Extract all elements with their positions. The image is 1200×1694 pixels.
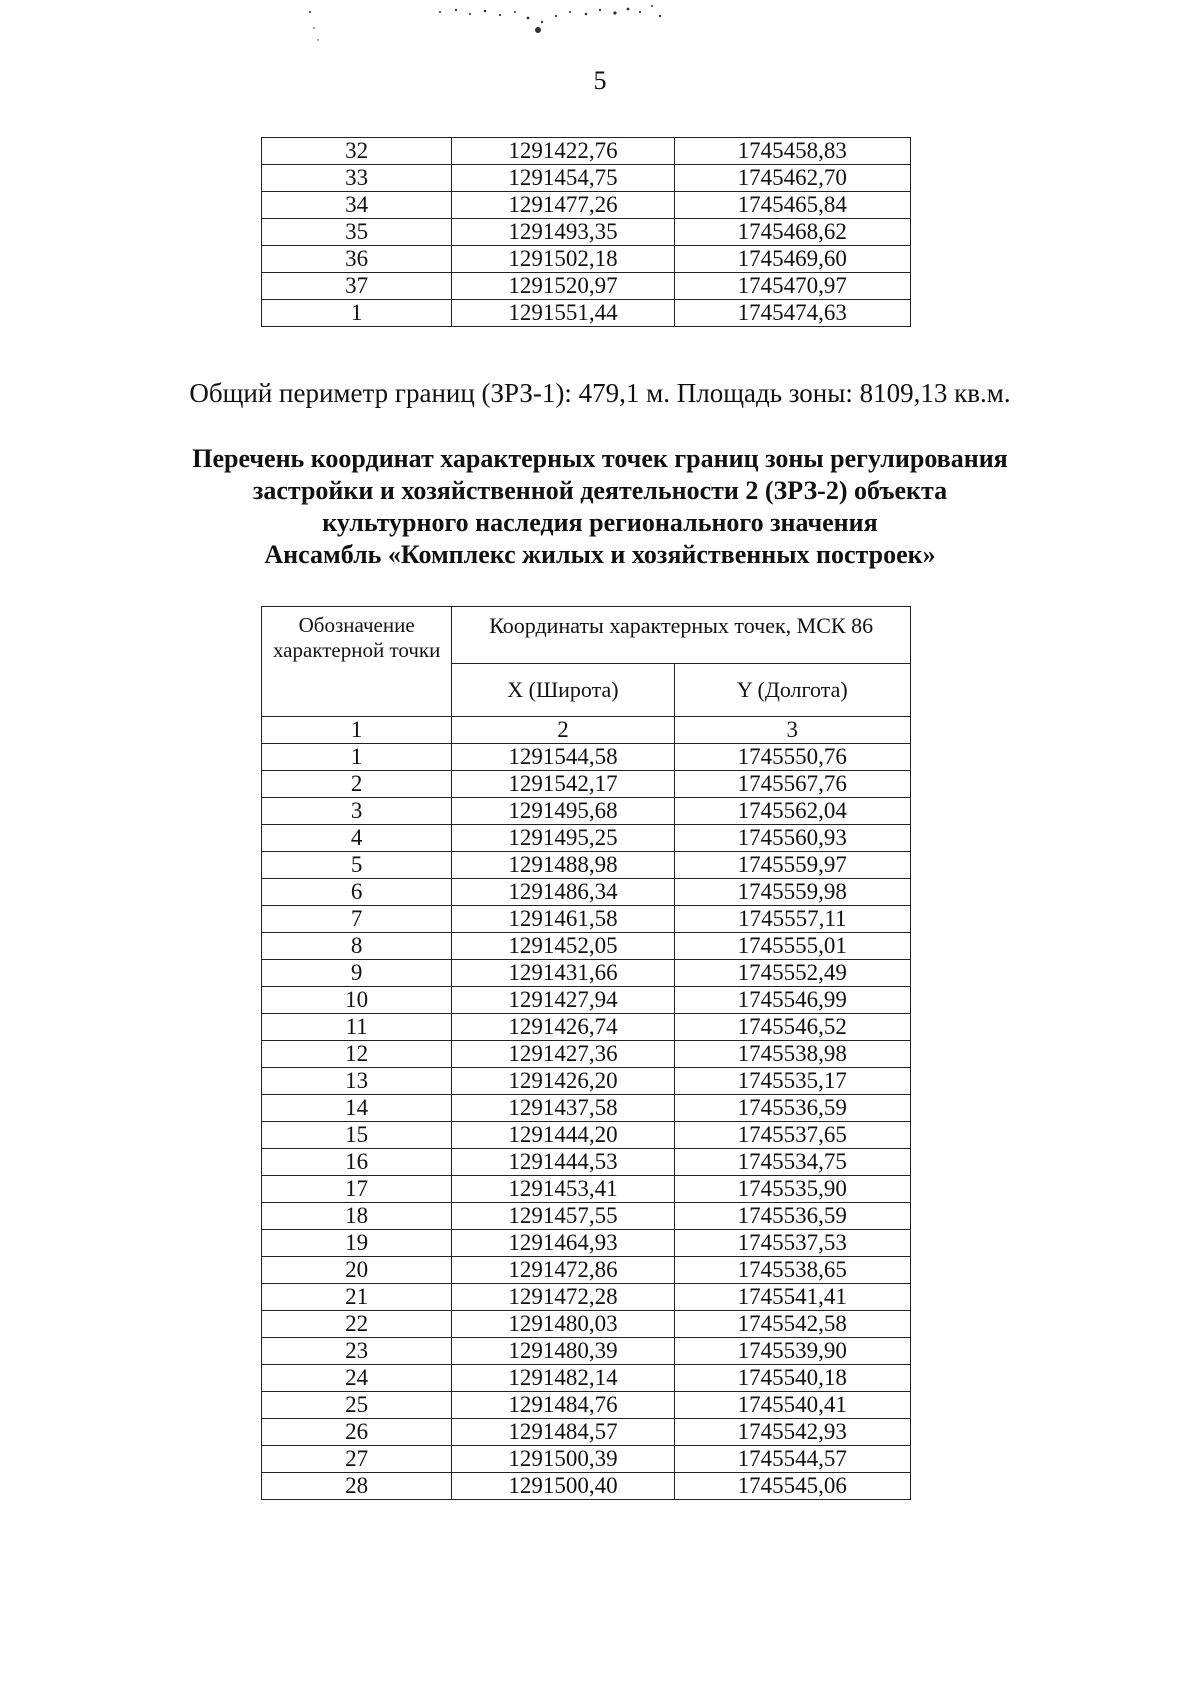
point-number-cell: 6 xyxy=(262,879,452,906)
x-coordinate-cell: 1291500,39 xyxy=(452,1446,674,1473)
column-number: 1 xyxy=(262,717,452,744)
table-row xyxy=(262,987,911,1014)
table-row xyxy=(262,906,911,933)
x-coordinate-cell: 1291437,58 xyxy=(452,1095,674,1122)
point-number-cell: 5 xyxy=(262,852,452,879)
table-row xyxy=(262,1311,911,1338)
point-number-cell: 27 xyxy=(262,1446,452,1473)
table-row xyxy=(262,1284,911,1311)
point-number-cell: 15 xyxy=(262,1122,452,1149)
x-coordinate-cell: 1291461,58 xyxy=(452,906,674,933)
y-coordinate-cell: 1745539,90 xyxy=(674,1338,910,1365)
y-coordinate-cell: 1745537,53 xyxy=(674,1230,910,1257)
x-coordinate-cell: 1291452,05 xyxy=(452,933,674,960)
table-row xyxy=(262,1338,911,1365)
y-coordinate-cell: 1745535,17 xyxy=(674,1068,910,1095)
table-row xyxy=(262,1392,911,1419)
y-coordinate-cell: 1745538,65 xyxy=(674,1257,910,1284)
point-number-cell: 1 xyxy=(262,300,452,327)
table-row xyxy=(262,1095,911,1122)
x-coordinate-cell: 1291426,74 xyxy=(452,1014,674,1041)
table-row xyxy=(262,273,911,300)
y-coordinate-cell: 1745469,60 xyxy=(674,246,910,273)
x-coordinate-cell: 1291500,40 xyxy=(452,1473,674,1500)
table-row xyxy=(262,960,911,987)
table-row xyxy=(262,1014,911,1041)
y-coordinate-cell: 1745567,76 xyxy=(674,771,910,798)
y-coordinate-cell: 1745544,57 xyxy=(674,1446,910,1473)
y-coordinate-cell: 1745546,99 xyxy=(674,987,910,1014)
table-row xyxy=(262,852,911,879)
x-coordinate-cell: 1291502,18 xyxy=(452,246,674,273)
point-number-cell: 7 xyxy=(262,906,452,933)
point-number-cell: 19 xyxy=(262,1230,452,1257)
table-row xyxy=(262,1176,911,1203)
point-number-cell: 10 xyxy=(262,987,452,1014)
table-row xyxy=(262,771,911,798)
table-row xyxy=(262,138,911,165)
coordinates-table-zrz2 xyxy=(261,606,911,1500)
x-coordinate-cell: 1291454,75 xyxy=(452,165,674,192)
table-row xyxy=(262,1041,911,1068)
x-coordinate-cell: 1291444,20 xyxy=(452,1122,674,1149)
header-point-designation: Обозначение характерной точки xyxy=(262,607,452,717)
x-coordinate-cell: 1291495,68 xyxy=(452,798,674,825)
point-number-cell: 4 xyxy=(262,825,452,852)
y-coordinate-cell: 1745474,63 xyxy=(674,300,910,327)
y-coordinate-cell: 1745470,97 xyxy=(674,273,910,300)
point-number-cell: 25 xyxy=(262,1392,452,1419)
y-coordinate-cell: 1745540,18 xyxy=(674,1365,910,1392)
x-coordinate-cell: 1291551,44 xyxy=(452,300,674,327)
y-coordinate-cell: 1745557,11 xyxy=(674,906,910,933)
y-coordinate-cell: 1745536,59 xyxy=(674,1095,910,1122)
x-coordinate-cell: 1291484,57 xyxy=(452,1419,674,1446)
x-coordinate-cell: 1291427,94 xyxy=(452,987,674,1014)
y-coordinate-cell: 1745542,93 xyxy=(674,1419,910,1446)
x-coordinate-cell: 1291488,98 xyxy=(452,852,674,879)
y-coordinate-cell: 1745465,84 xyxy=(674,192,910,219)
y-coordinate-cell: 1745537,65 xyxy=(674,1122,910,1149)
x-coordinate-cell: 1291493,35 xyxy=(452,219,674,246)
x-coordinate-cell: 1291484,76 xyxy=(452,1392,674,1419)
y-coordinate-cell: 1745546,52 xyxy=(674,1014,910,1041)
x-coordinate-cell: 1291464,93 xyxy=(452,1230,674,1257)
y-coordinate-cell: 1745468,62 xyxy=(674,219,910,246)
point-number-cell: 3 xyxy=(262,798,452,825)
x-coordinate-cell: 1291486,34 xyxy=(452,879,674,906)
x-coordinate-cell: 1291482,14 xyxy=(452,1365,674,1392)
y-coordinate-cell: 1745462,70 xyxy=(674,165,910,192)
table-row xyxy=(262,1419,911,1446)
point-number-cell: 35 xyxy=(262,219,452,246)
perimeter-area-summary: Общий периметр границ (ЗРЗ-1): 479,1 м. Площадь зоны: 8109,13 кв.м. xyxy=(189,378,1011,408)
x-coordinate-cell: 1291422,76 xyxy=(452,138,674,165)
y-coordinate-cell: 1745540,41 xyxy=(674,1392,910,1419)
table-row xyxy=(262,219,911,246)
point-number-cell: 26 xyxy=(262,1419,452,1446)
x-coordinate-cell: 1291472,86 xyxy=(452,1257,674,1284)
table-row xyxy=(262,300,911,327)
point-number-cell: 37 xyxy=(262,273,452,300)
x-coordinate-cell: 1291520,97 xyxy=(452,273,674,300)
table-row xyxy=(262,1446,911,1473)
column-number: 2 xyxy=(452,717,674,744)
table-row xyxy=(262,879,911,906)
point-number-cell: 28 xyxy=(262,1473,452,1500)
heading-line: Ансамбль «Комплекс жилых и хозяйственных построек» xyxy=(264,540,936,569)
x-coordinate-cell: 1291480,39 xyxy=(452,1338,674,1365)
point-number-cell: 2 xyxy=(262,771,452,798)
y-coordinate-cell: 1745562,04 xyxy=(674,798,910,825)
heading-line: застройки и хозяйственной деятельности 2 (ЗРЗ-2) объекта xyxy=(252,476,948,505)
table-body xyxy=(262,138,911,327)
y-coordinate-cell: 1745559,97 xyxy=(674,852,910,879)
x-coordinate-cell: 1291444,53 xyxy=(452,1149,674,1176)
page-number: 5 xyxy=(593,66,607,95)
table-row xyxy=(262,246,911,273)
point-number-cell: 32 xyxy=(262,138,452,165)
table-row xyxy=(262,933,911,960)
column-number: 3 xyxy=(674,717,910,744)
table-row xyxy=(262,1230,911,1257)
x-coordinate-cell: 1291453,41 xyxy=(452,1176,674,1203)
table-row xyxy=(262,1068,911,1095)
point-number-cell: 12 xyxy=(262,1041,452,1068)
x-coordinate-cell: 1291426,20 xyxy=(452,1068,674,1095)
table-row xyxy=(262,825,911,852)
coordinates-table-continuation xyxy=(261,137,911,327)
y-coordinate-cell: 1745542,58 xyxy=(674,1311,910,1338)
y-coordinate-cell: 1745545,06 xyxy=(674,1473,910,1500)
x-coordinate-cell: 1291427,36 xyxy=(452,1041,674,1068)
y-coordinate-cell: 1745555,01 xyxy=(674,933,910,960)
scan-noise xyxy=(300,0,760,50)
point-number-cell: 23 xyxy=(262,1338,452,1365)
y-coordinate-cell: 1745534,75 xyxy=(674,1149,910,1176)
point-number-cell: 1 xyxy=(262,744,452,771)
point-number-cell: 21 xyxy=(262,1284,452,1311)
y-coordinate-cell: 1745538,98 xyxy=(674,1041,910,1068)
point-number-cell: 8 xyxy=(262,933,452,960)
point-number-cell: 11 xyxy=(262,1014,452,1041)
x-coordinate-cell: 1291457,55 xyxy=(452,1203,674,1230)
x-coordinate-cell: 1291542,17 xyxy=(452,771,674,798)
x-coordinate-cell: 1291431,66 xyxy=(452,960,674,987)
header-y-longitude: Y (Долгота) xyxy=(674,664,910,717)
table-row xyxy=(262,165,911,192)
table-row xyxy=(262,192,911,219)
table-row xyxy=(262,744,911,771)
y-coordinate-cell: 1745560,93 xyxy=(674,825,910,852)
point-number-cell: 13 xyxy=(262,1068,452,1095)
heading-line: культурного наследия регионального значения xyxy=(322,508,878,537)
y-coordinate-cell: 1745559,98 xyxy=(674,879,910,906)
point-number-cell: 18 xyxy=(262,1203,452,1230)
y-coordinate-cell: 1745458,83 xyxy=(674,138,910,165)
point-number-cell: 22 xyxy=(262,1311,452,1338)
point-number-cell: 14 xyxy=(262,1095,452,1122)
table-row xyxy=(262,1257,911,1284)
x-coordinate-cell: 1291495,25 xyxy=(452,825,674,852)
table-body xyxy=(262,744,911,1500)
x-coordinate-cell: 1291544,58 xyxy=(452,744,674,771)
x-coordinate-cell: 1291472,28 xyxy=(452,1284,674,1311)
point-number-cell: 9 xyxy=(262,960,452,987)
heading-line: Перечень координат характерных точек границ зоны регулирования xyxy=(192,444,1008,473)
table-row xyxy=(262,1149,911,1176)
table-row xyxy=(262,1365,911,1392)
point-number-cell: 36 xyxy=(262,246,452,273)
y-coordinate-cell: 1745541,41 xyxy=(674,1284,910,1311)
point-number-cell: 16 xyxy=(262,1149,452,1176)
y-coordinate-cell: 1745552,49 xyxy=(674,960,910,987)
header-x-latitude: X (Широта) xyxy=(452,664,674,717)
header-coordinates: Координаты характерных точек, МСК 86 xyxy=(452,607,911,664)
x-coordinate-cell: 1291480,03 xyxy=(452,1311,674,1338)
table-row xyxy=(262,1122,911,1149)
y-coordinate-cell: 1745535,90 xyxy=(674,1176,910,1203)
x-coordinate-cell: 1291477,26 xyxy=(452,192,674,219)
point-number-cell: 17 xyxy=(262,1176,452,1203)
table-row xyxy=(262,1203,911,1230)
y-coordinate-cell: 1745550,76 xyxy=(674,744,910,771)
point-number-cell: 20 xyxy=(262,1257,452,1284)
point-number-cell: 24 xyxy=(262,1365,452,1392)
point-number-cell: 33 xyxy=(262,165,452,192)
y-coordinate-cell: 1745536,59 xyxy=(674,1203,910,1230)
table-row xyxy=(262,1473,911,1500)
table-row xyxy=(262,798,911,825)
section-heading xyxy=(100,443,1100,571)
point-number-cell: 34 xyxy=(262,192,452,219)
